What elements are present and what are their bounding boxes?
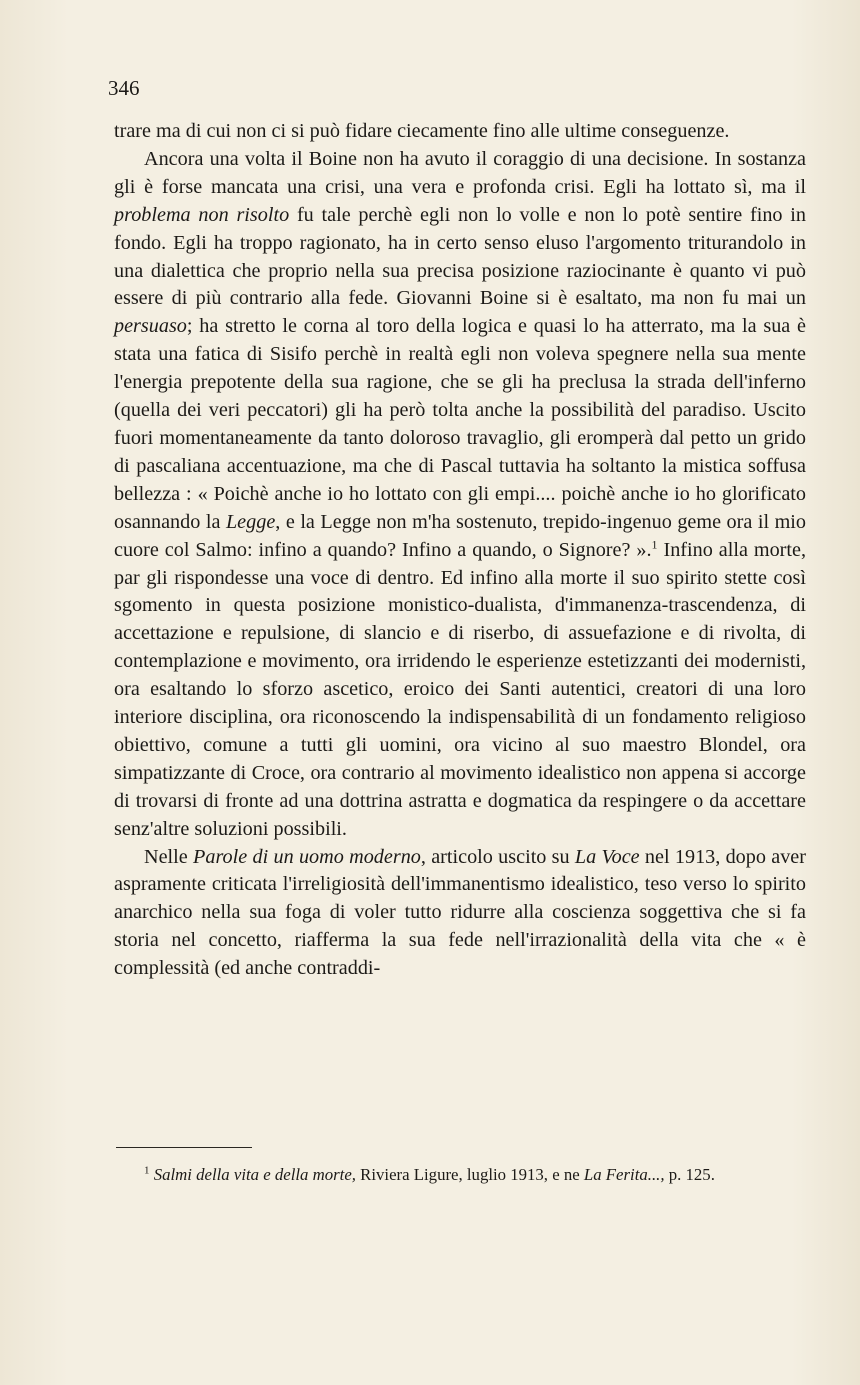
italic-word: Legge xyxy=(225,510,276,533)
footnote xyxy=(114,1162,806,1188)
footnote-number: 1 xyxy=(144,1164,150,1177)
paragraph xyxy=(114,146,806,844)
text-run: Ancora una volta il Boine non ha avuto il coraggio di una decisione. In sostanza gli è forse mancata una crisi, una vera e profonda crisi. Egli ha lottato sì, ma il xyxy=(114,147,806,198)
paragraph xyxy=(114,844,806,984)
text-run: , articolo uscito su xyxy=(420,845,575,868)
text-run: , e la Legge non m'ha sostenuto, trepido-ingenuo geme ora il mio cuore col Salmo: infino a quando? Infino a quando, o Signore? ». xyxy=(114,510,806,561)
text-run: Infino alla morte, par gli rispondesse una voce di dentro. Ed infino alla morte il suo spirito stette così sgomento in questa posizione monistico-dualista, d'immanenza-trascendenza, di accettazione e repulsione, di slancio e di riserbo, di assuefazione e di rivolta, di contemplazione e movimento, ora irridendo le esperienze estetizzanti dei modernisti, ora esaltando lo sforzo ascetico, eroico dei Santi autentici, creatori di una loro interiore disciplina, ora riconoscendo la indispensabilità di un fondamento religioso obiettivo, comune a tutti gli uomini, ora vicino al suo maestro Blondel, ora simpatizzante di Croce, ora contrario al movimento idealistico non appena si accorge di trovarsi di fronte ad una dottrina astratta e dogmatica da respingere o da accettare senz'altre soluzioni possibili. xyxy=(114,538,807,840)
text-run: ; ha stretto le corna al toro della logica e quasi lo ha atterrato, ma la sua è stata una fatica di Sisifo perchè in realtà egli non voleva spegnere nella sua mente l'energia prepotente della sua ragione, che se gli ha preclusa la strada dell'inferno (quella dei veri peccatori) gli ha però tolta anche la possibilità del paradiso. Uscito fuori momentaneamente da tanto doloroso travaglio, gli eromperà dal petto un grido di pascaliana accentuazione, ma che di Pascal tuttavia ha soltanto la mistica soffusa bellezza : « Poichè anche io ho lottato con gli empi.... poichè anche io ho glorificato osannando la xyxy=(114,315,806,533)
text-run: Riviera Ligure, luglio 1913, e ne xyxy=(355,1165,584,1184)
text-run: fu tale perchè egli non lo volle e non lo potè sentire fino in fondo. Egli ha troppo ragionato, ha in certo senso eluso l'argomento triturandolo in una dialettica che proprio nella sua precisa posizione raziocinante è quanto vi può essere di più contrario alla fede. Giovanni Boine si è esaltato, ma non fu mai un xyxy=(114,203,806,310)
text-run: nel 1913, dopo aver aspramente criticata l'irreligiosità dell'immanentismo idealistico, teso verso lo spirito anarchico nella sua foga di voler tutto ridurre alla coscienza soggettiva che si fa storia nel concetto, riafferma la sua fede nell'irrazionalità della vita che « è complessità (ed anche contraddi- xyxy=(114,845,806,980)
italic-title: La Ferita..., xyxy=(583,1165,665,1184)
italic-title: Salmi della vita e della morte, xyxy=(153,1165,356,1184)
footnote-divider xyxy=(116,1147,252,1148)
italic-word: persuaso xyxy=(114,315,187,338)
page-number: 346 xyxy=(108,76,140,100)
footnote-marker[interactable]: 1 xyxy=(651,536,658,551)
paragraph-continuation xyxy=(114,118,806,146)
text-run: p. 125. xyxy=(664,1165,715,1184)
body-text xyxy=(114,118,806,983)
footnote-text xyxy=(114,1162,806,1188)
italic-title: problema non risolto xyxy=(114,203,290,226)
text-run: Nelle xyxy=(144,845,194,868)
text-run: trare ma di cui non ci si può fidare ciecamente fino alle ultime conseguenze. xyxy=(114,120,730,142)
italic-title: La Voce xyxy=(574,845,640,868)
italic-title: Parole di un uomo moderno xyxy=(193,845,421,868)
